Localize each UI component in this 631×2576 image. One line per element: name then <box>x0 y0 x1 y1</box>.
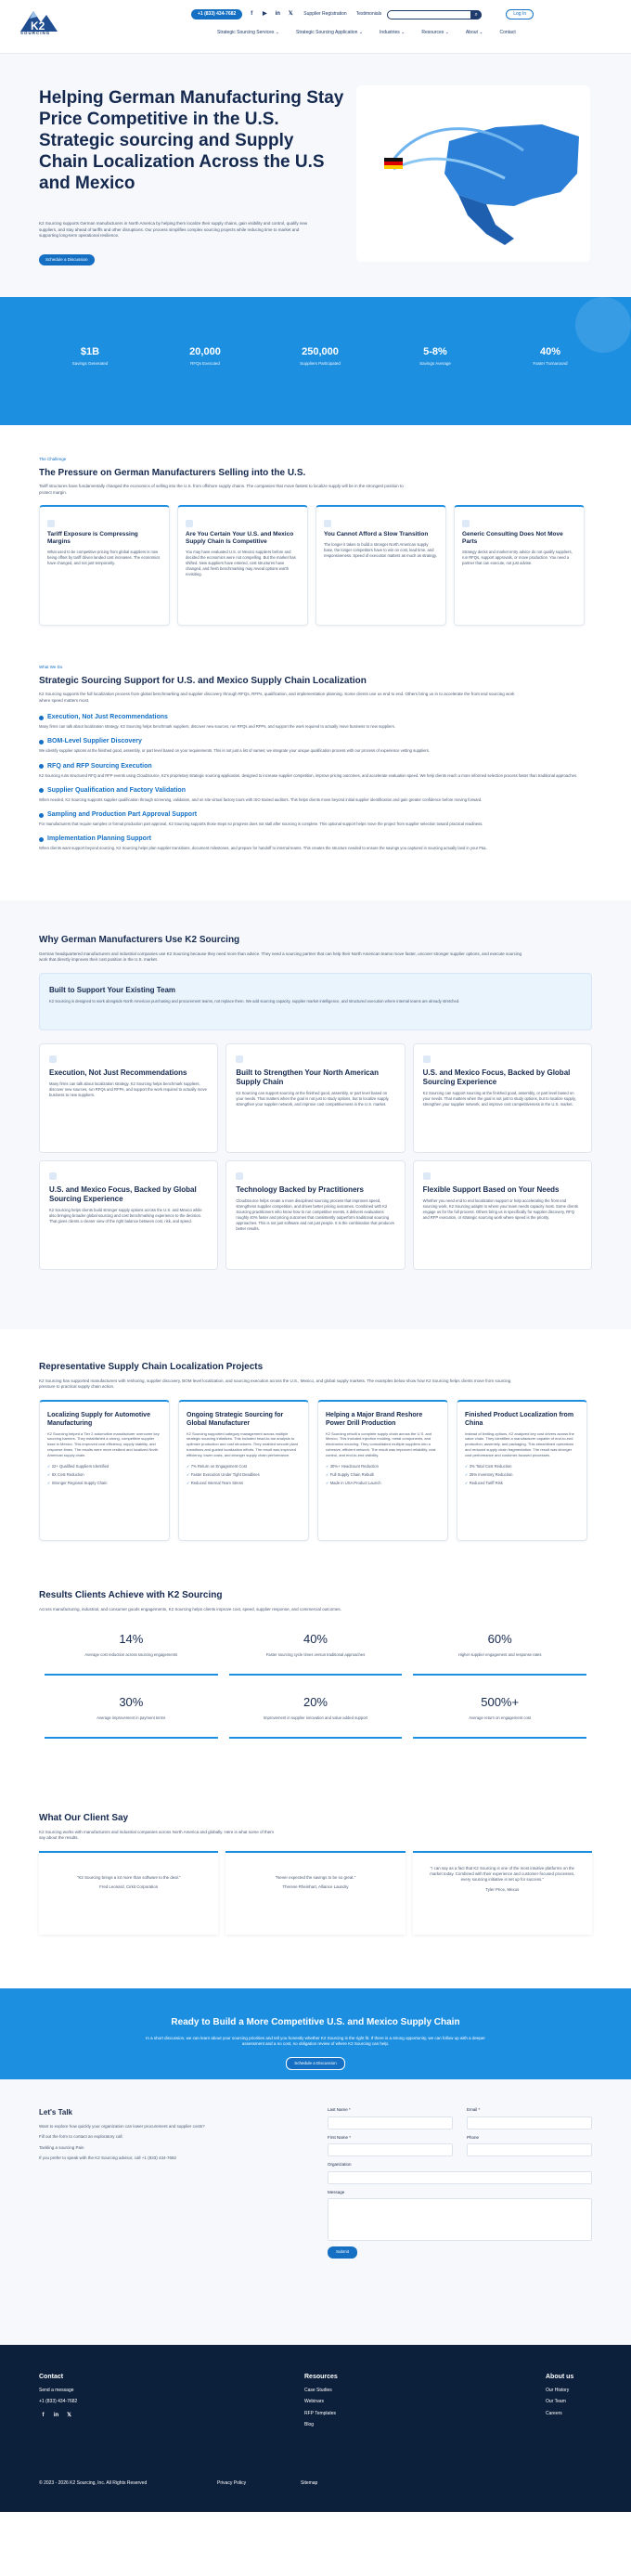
nav-industries[interactable]: Industries ⌄ <box>380 30 405 36</box>
challenge-card <box>316 505 446 626</box>
form-group <box>467 2107 592 2129</box>
youtube-icon[interactable]: ▶ <box>262 11 267 18</box>
section-description: K2 Sourcing has supported manufacturers with reshoring, supplier discovery, BOM level localization, and sourcing execution across the U.S., Mexico, and global supply markets. The examples below show how K2 Sourcing helps clients move from sourcing pressure to practical supply chain action. <box>39 1378 511 1390</box>
last-name-field[interactable] <box>328 2116 453 2129</box>
card-title: Are You Certain Your U.S. and Mexico Supply Chain Is Competitive <box>186 531 294 546</box>
metric-label: Improvement in supplier innovation and value added support <box>263 1715 368 1720</box>
stats-row <box>32 345 608 367</box>
message-field[interactable] <box>328 2198 592 2241</box>
metric-label: Faster sourcing cycle times versus traditional approaches <box>265 1651 366 1657</box>
chip-icon <box>236 1172 243 1180</box>
metric-value: 14% <box>119 1632 144 1647</box>
card-title: U.S. and Mexico Focus, Backed by Global Sourcing Experience <box>422 1068 571 1086</box>
testimonial-quote: "I can say as a fact that K2 Sourcing is one of the most intuitive platforms on the market today. Combined with their experience and customer-focused processes, every sourcing initiative is set up for success." <box>430 1865 575 1883</box>
section-title: Representative Supply Chain Localization Projects <box>39 1362 264 1372</box>
card-title: Ongoing Strategic Sourcing for Global Manufacturer <box>187 1411 284 1427</box>
result-bullet: ✓ Full Supply Chain Rebuilt <box>326 1472 440 1478</box>
result-bullet: ✓ Faster Execution Under Tight Deadlines <box>187 1472 301 1478</box>
footer-link[interactable]: RFP Templates <box>304 2410 336 2416</box>
stat-item <box>378 345 493 367</box>
section-eyebrow: The Challenge <box>39 457 67 461</box>
form-group <box>328 2135 453 2157</box>
testimonial-quote: "K2 Sourcing brings a lot more than software to the deal." <box>76 1874 181 1880</box>
metric-label: Average cost reduction across sourcing engagements <box>84 1651 178 1657</box>
challenge-card <box>177 505 308 626</box>
contact-line: If you prefer to speak with the K2 Sourcing advisor, call +1 (833) 434-7682 <box>39 2155 176 2161</box>
logo-text: SOURCING <box>20 31 51 35</box>
first-name-field[interactable] <box>328 2143 453 2156</box>
footer-link[interactable]: Webinars <box>304 2399 325 2405</box>
metric-value: 60% <box>487 1632 512 1647</box>
card-text: You may have evaluated U.S. or Mexico suppliers before and decided the economics were not compelling. But the market has shifted. New suppliers have entered, cost structures have changed, and fresh benchmarking may reveal options worth revisiting. <box>186 550 296 577</box>
result-bullet: ✓ Stronger Regional Supply Chain <box>47 1481 161 1486</box>
project-cards <box>39 1400 592 1541</box>
why-card <box>225 1043 405 1153</box>
testimonials-section <box>0 1793 631 1988</box>
phone-button[interactable]: +1 (833) 434-7682 <box>191 9 242 19</box>
site-footer <box>0 2345 631 2512</box>
stat-value: 250,000 <box>302 346 339 357</box>
card-text: Whether you need end to end localization support or help accelerating the front end sourcing work, K2 Sourcing adapts to where your team needs capacity most. Some clients engage us for the full process. Others bring us in specifically for supplier discovery, RFQ and RFP execution, or strategic sourcing work where speed is the priority. <box>422 1197 579 1220</box>
nav-contact[interactable]: Contact <box>499 30 516 35</box>
stat-label: Faster Turnaround <box>533 360 568 366</box>
card-title: Technology Backed by Practitioners <box>236 1184 364 1194</box>
email-field[interactable] <box>467 2116 592 2129</box>
service-title: Execution, Not Just Recommendations <box>39 713 592 722</box>
why-card <box>413 1043 592 1153</box>
card-title: Flexible Support Based on Your Needs <box>422 1184 560 1194</box>
result-metric <box>229 1685 403 1739</box>
built-to-support-box <box>39 973 592 1030</box>
box-title: Built to Support Your Existing Team <box>49 985 176 994</box>
us-mexico-map-illustration <box>356 85 590 262</box>
card-text: K2 Sourcing helped a Tier 2 automotive manufacturer overcome key sourcing barriers. They established a strong, competitive supplier base in Mexico. This improved cost efficiency, supply stability, and response times. The results were more resilient and localized North American supply chain. <box>47 1430 160 1457</box>
card-text: Many firms can talk about localization strategy. K2 Sourcing helps benchmark suppliers, discover new sources, run RFQs and RFPs, and support the work required to actually move business to new suppliers. <box>49 1081 207 1097</box>
footer-heading: About us <box>546 2374 574 2380</box>
section-title: Strategic Sourcing Support for U.S. and Mexico Supply Chain Localization <box>39 675 367 686</box>
field-label: Last Name * <box>328 2107 351 2112</box>
stat-item <box>32 345 148 367</box>
card-title: Helping a Major Brand Reshore Power Drill Production <box>326 1411 423 1427</box>
phone-field[interactable] <box>467 2143 592 2156</box>
x-icon[interactable]: 𝕏 <box>67 2412 71 2418</box>
footer-resources <box>304 2373 338 2433</box>
grid-icon <box>423 1172 431 1180</box>
target-icon <box>49 1055 57 1063</box>
results-section <box>0 1561 631 1793</box>
clock-icon <box>324 520 331 527</box>
result-bullet: ✓ Made in USA Product Launch <box>326 1481 440 1486</box>
stat-value: 20,000 <box>189 346 221 357</box>
card-title: Finished Product Localization from China <box>465 1411 574 1427</box>
contact-title: Let's Talk <box>39 2108 72 2116</box>
result-bullet: ✓ 30%+ Headcount Reduction <box>326 1464 440 1469</box>
testimonial-quote: "Never expected the savings to be so great." <box>275 1874 356 1880</box>
testimonial-card <box>413 1851 592 1935</box>
card-title: Generic Consulting Does Not Move Parts <box>462 531 563 546</box>
site-header <box>0 0 631 54</box>
question-icon <box>186 520 193 527</box>
service-title: RFQ and RFP Sourcing Execution <box>39 762 592 771</box>
testimonials-link[interactable]: Testimonials <box>355 10 382 17</box>
stat-label: Savings Generated <box>71 360 109 366</box>
footer-link[interactable]: Careers <box>546 2410 562 2416</box>
why-card <box>225 1160 405 1270</box>
search-icon[interactable]: ⌕ <box>470 10 482 19</box>
card-text: K2 Sourcing rebuilt a complete supply chain across the U.S. and Mexico. This included injection molding, metal components, and electronics sourcing. They consolidated multiple suppliers into a cohesive, efficient network. The result was improved reliability, cost control, and end-to-end visibility. <box>326 1430 436 1457</box>
card-text: The longer it takes to build a stronger North American supply base, the longer competitors have to win on cost, lead time, and responsiveness. Speed of execution matters as much as strategy. <box>324 542 437 559</box>
stat-value: 5-8% <box>423 346 447 357</box>
card-title: Tariff Exposure is Compressing Margins <box>47 531 138 546</box>
why-card <box>39 1160 218 1270</box>
testimonial-cards <box>39 1851 592 1935</box>
card-title: Execution, Not Just Recommendations <box>49 1068 187 1077</box>
privacy-link[interactable]: Privacy Policy <box>217 2480 247 2486</box>
testimonial-card <box>39 1851 218 1935</box>
result-metric <box>45 1685 218 1739</box>
card-title: Built to Strengthen Your North American Supply Chain <box>236 1068 379 1086</box>
footer-link[interactable]: Our Team <box>546 2399 566 2405</box>
result-bullet: ✓ 22+ Qualified Suppliers Identified <box>47 1464 161 1469</box>
section-eyebrow: What We Do <box>39 665 63 669</box>
result-metric <box>229 1622 403 1676</box>
result-bullet: ✓ Reduced Internal Team Stress <box>187 1481 301 1486</box>
service-item <box>39 810 592 827</box>
what-we-do-section <box>0 620 631 900</box>
form-group <box>328 2162 592 2184</box>
metric-value: 30% <box>119 1695 144 1710</box>
organization-field[interactable] <box>328 2171 592 2184</box>
section-title: Why German Manufacturers Use K2 Sourcing <box>39 935 240 945</box>
hero-cta-button[interactable]: Schedule a Discussion <box>39 254 95 265</box>
section-description: Across manufacturing, industrial, and consumer goods engagements, K2 Sourcing helps clients improve cost, speed, supplier response, and commercial outcomes. <box>39 1606 341 1612</box>
field-label: Phone <box>467 2134 480 2140</box>
nav-resources[interactable]: Resources ⌄ <box>421 30 449 36</box>
section-description: Tariff structures have fundamentally changed the economics of selling into the U.S. from offshore supply chains. The companies that move fastest to localize supply will be in the strongest position to protect margin. <box>39 484 404 495</box>
service-text: When needed, K2 Sourcing supports supplier qualification through screening, validation, and on site virtual factory tours with ISO trained auditors. This helps clients move beyond initial supplier identification and gain greater confidence before moving forward. <box>39 796 483 802</box>
stat-label: Suppliers Participated <box>300 360 341 366</box>
service-item <box>39 762 592 779</box>
testimonial-author: Fred Leonard, Cirkit Corporation <box>99 1883 159 1889</box>
footer-link[interactable]: Our History <box>546 2388 570 2394</box>
section-title: The Pressure on German Manufacturers Selling into the U.S. <box>39 467 306 478</box>
copyright: © 2023 - 2026 K2 Sourcing, Inc. All Rights Reserved <box>39 2480 148 2486</box>
result-bullet: ✓ 3% Total Cost Reduction <box>465 1464 579 1469</box>
contact-line: Tackling a sourcing Pain <box>39 2144 84 2150</box>
why-card <box>39 1043 218 1153</box>
footer-heading: Resources <box>304 2374 338 2380</box>
challenge-card <box>39 505 170 626</box>
stat-item <box>493 345 608 367</box>
metric-label: Average improvement in payment terms <box>97 1715 166 1720</box>
facebook-icon[interactable]: f <box>42 2412 45 2418</box>
metric-value: 500%+ <box>481 1695 520 1710</box>
why-cards <box>39 1043 592 1270</box>
footer-phone-link[interactable]: +1 (833) 434-7682 <box>39 2399 78 2405</box>
stat-label: Savings Average <box>419 360 451 366</box>
linkedin-icon[interactable]: in <box>53 2412 59 2418</box>
svg-text:K2: K2 <box>31 19 45 32</box>
footer-send-message-link[interactable]: Send a message <box>39 2388 74 2394</box>
chart-down-icon <box>47 520 55 527</box>
result-metric <box>45 1622 218 1676</box>
section-description: K2 Sourcing supports the full localization process from global benchmarking and supplier discovery through RFQs, RFPs, qualification, and implementation planning. Some clients use us end to end. Others bring us in to accelerate the front end sourcing work where speed matters most. <box>39 692 515 703</box>
stat-value: 40% <box>539 346 561 357</box>
result-bullet: ✓ 7% Return on Engagement Cost <box>187 1464 301 1469</box>
shield-icon <box>236 1055 243 1063</box>
challenge-section <box>0 425 631 620</box>
metric-value: 40% <box>303 1632 328 1647</box>
search-input[interactable] <box>387 10 482 19</box>
card-text: What used to be competitive pricing from global suppliers is now being offset by tariff driven landed cost increases. The economics have changed, and not just temporarily. <box>47 550 161 566</box>
supplier-registration-link[interactable]: Supplier Registration <box>303 10 347 17</box>
hero-description: K2 Sourcing supports German manufacturers in North America by helping them localize their supply chains, gain visibility and control, qualify new suppliers, and stay ahead of tariffs and other disruptions. Our process simplifies complex sourcing projects while reducing time to market and supporting long-term operational resilience. <box>39 221 308 239</box>
form-row <box>328 2107 592 2135</box>
metric-value: 20% <box>303 1695 328 1710</box>
map-icon <box>49 1172 57 1180</box>
card-text: Strategy decks and market entry advice do not qualify suppliers, run RFQs, support approvals, or move production. You need a partner that can execute, not just advise. <box>462 550 573 566</box>
card-text: CloudSource helps create a more disciplined sourcing process that improves speed, strengthens supplier competition, and drives better pricing outcomes. Combined with K2 Sourcing practitioners who know how to run competitive events, it delivers evaluations roughly 40% faster and pricing outcomes that consistently outperform traditional sourcing approaches. This is not just software and not just people. It is the combination that produces better results. <box>236 1197 394 1231</box>
document-icon <box>462 520 470 527</box>
card-title: You Cannot Afford a Slow Transition <box>324 531 429 538</box>
service-item <box>39 737 592 754</box>
section-title: Results Clients Achieve with K2 Sourcing <box>39 1590 223 1600</box>
cta-description: In a short discussion, we can learn about your sourcing priorities and tell you honestly whether K2 Sourcing is the right fit. If there is a strong opportunity, we can follow up with a deeper assessment and a no cost, no obligation review of where K2 Sourcing can help. <box>146 2035 485 2047</box>
stats-band <box>0 297 631 425</box>
service-text: Many firms can talk about localization strategy. K2 Sourcing helps benchmark suppliers, discover new sources, run RFQs and RFPs, and support the work required to actually move business to new suppliers. <box>39 724 395 730</box>
footer-contact-heading: Contact <box>39 2374 64 2380</box>
project-card <box>178 1400 309 1541</box>
field-label: Message <box>328 2189 345 2194</box>
facebook-icon[interactable]: f <box>251 11 253 18</box>
field-label: Email * <box>467 2107 481 2112</box>
card-text: K2 Sourcing can support sourcing at the finished good, assembly, or part level based on your needs. That matters when the goal is not just to study options, but to localize supply, strengthen your supplier network, and improve cost competitiveness in the U.S. market. <box>236 1090 390 1107</box>
form-group <box>328 2107 453 2129</box>
testimonial-author: Tyler Price, Mexus <box>485 1886 520 1892</box>
service-text: When clients want support beyond sourcing, K2 Sourcing helps plan supplier transitions, document milestones, and prepare for handoff to internal teams. This creates the structure needed to ensure the savings you captured in sourcing actually land in your P&L. <box>39 846 488 851</box>
sitemap-link[interactable]: Sitemap <box>301 2480 318 2486</box>
x-icon[interactable]: 𝕏 <box>288 11 293 18</box>
cta-title: Ready to Build a More Competitive U.S. and Mexico Supply Chain <box>171 2017 460 2027</box>
service-title: Implementation Planning Support <box>39 835 592 844</box>
service-text: K2 Sourcing runs structured RFQ and RFP events using CloudSource, K2's proprietary strategic sourcing application, designed to increase supplier competition, improve pricing outcomes, and accelerate evaluation speed. We help clients reach a more informed selection process faster than traditional approaches. <box>39 772 578 778</box>
cta-band <box>0 1988 631 2079</box>
form-row <box>328 2135 592 2163</box>
result-metric <box>413 1685 586 1739</box>
submit-button[interactable]: Submit <box>328 2246 357 2259</box>
contact-line: Fill out the form to contact an exploratory call. <box>39 2134 123 2140</box>
testimonial-author: Therese Rheinhart, Alliance Laundry <box>282 1883 349 1889</box>
footer-about <box>546 2373 573 2422</box>
nav-about[interactable]: About ⌄ <box>466 30 483 36</box>
metric-label: Higher supplier engagement and response rates <box>457 1651 542 1657</box>
field-label: Organization <box>328 2162 352 2168</box>
box-text: K2 Sourcing is designed to work alongside North American purchasing and procurement teams, not replace them. We add sourcing capacity, supplier market intelligence, and structured execution where internal teams are already stretched. <box>49 999 460 1004</box>
service-title: Sampling and Production Part Approval Support <box>39 810 592 820</box>
stat-item <box>148 345 263 367</box>
nav-strategic-sourcing-application[interactable]: Strategic Sourcing Application ⌄ <box>296 30 363 36</box>
result-bullet: ✓ 6X Cost Reduction <box>47 1472 161 1478</box>
card-text: Instead of limiting options, K2 analyzed key cost drivers across the value chain. They identified a manufacturer capable of end-to-end production, assembly, and packaging. This streamlined operations and reduced supply chain fragmentation. The result was stronger cost performance and customer-focused processes. <box>465 1430 574 1457</box>
stat-value: $1B <box>80 346 100 357</box>
project-card <box>457 1400 587 1541</box>
service-title: Supplier Qualification and Factory Validation <box>39 786 592 796</box>
section-title: What Our Client Say <box>39 1813 129 1823</box>
field-label: First Name * <box>328 2134 352 2140</box>
globe-icon <box>423 1055 431 1063</box>
testimonial-card <box>225 1851 405 1935</box>
stat-item <box>263 345 378 367</box>
metric-label: Average return on engagement cost <box>469 1715 532 1720</box>
footer-bottom <box>39 2480 317 2487</box>
project-card <box>317 1400 448 1541</box>
hero-section <box>0 54 631 297</box>
card-text: K2 Sourcing supported category management across multiple strategic sourcing initiatives. This included head-to-toe analysis to optimize production and cost structures. They enabled smooth plant transitions and guided localization efforts. The result was improved efficiency, lower costs, and stronger supply chain performance. <box>187 1430 298 1457</box>
challenge-cards <box>39 505 631 626</box>
hero-title: Helping German Manufacturing Stay Price Competitive in the U.S. Strategic sourcing and Supply Chain Localization Across the U.S and Mexico <box>39 88 344 193</box>
challenge-card <box>454 505 585 626</box>
contact-line: Want to explore how quickly your organization can lower procurement and supplier costs? <box>39 2123 205 2129</box>
main-nav <box>217 30 516 36</box>
service-item <box>39 786 592 803</box>
contact-form <box>328 2107 592 2259</box>
why-section <box>0 900 631 1329</box>
card-title: Localizing Supply for Automotive Manufacturing <box>47 1411 150 1427</box>
stat-label: RFQs Executed <box>190 360 220 366</box>
login-button[interactable]: Log In <box>506 9 534 19</box>
cta-schedule-button[interactable]: Schedule a Discussion <box>286 2057 345 2071</box>
top-bar <box>191 9 534 19</box>
result-bullet: ✓ Reduced Tariff Risk <box>465 1481 579 1486</box>
section-description: K2 Sourcing works with manufacturers and industrial companies across North America and globally. Here is what some of them say about the results. <box>39 1829 275 1841</box>
form-group <box>328 2190 592 2242</box>
nav-strategic-sourcing-services[interactable]: Strategic Sourcing Services ⌄ <box>217 30 279 36</box>
service-text: For manufacturers that require samples or formal production part approval, K2 Sourcing supports those steps so progress does not stall after sourcing is complete. This optional support helps move the project from supplier selection toward practical readiness. <box>39 822 483 827</box>
result-metric <box>413 1622 586 1676</box>
section-description: German headquartered manufacturers and industrial companies use K2 Sourcing because they need more than advice. They need a sourcing partner that can help their North American teams move faster, uncover stronger supplier options, and execute sourcing work that directly improves their cost position in the U.S. market. <box>39 951 522 963</box>
result-bullet: ✓ 25% Inventory Reduction <box>465 1472 579 1478</box>
contact-section <box>0 2079 631 2345</box>
service-item <box>39 713 592 730</box>
service-item <box>39 835 592 851</box>
project-card <box>39 1400 170 1541</box>
footer-link[interactable]: Case Studies <box>304 2388 332 2394</box>
card-title: U.S. and Mexico Focus, Backed by Global Sourcing Experience <box>49 1184 197 1203</box>
decorative-circle <box>575 297 631 353</box>
form-group <box>467 2135 592 2157</box>
service-title: BOM-Level Supplier Discovery <box>39 737 592 746</box>
why-card <box>413 1160 592 1270</box>
footer-link[interactable]: Blog <box>304 2421 315 2427</box>
card-text: K2 Sourcing can support sourcing at the finished good, assembly, or part level based on your needs. That matters when the goal is not just to study options, but to localize supply, strengthen your supplier network, and improve cost competitiveness in the U.S. market. <box>422 1090 576 1107</box>
results-grid <box>39 1622 592 1748</box>
linkedin-icon[interactable]: in <box>275 11 280 18</box>
card-text: K2 Sourcing helps clients build stronger supply options across the U.S. and Mexico while also bringing broader global sourcing and cost benchmarking experience to the decision. That gives clients a clearer view of the right balance between cost, risk, and speed. <box>49 1207 202 1223</box>
projects-section <box>0 1329 631 1561</box>
service-text: We identify supplier options at the finished good, assembly, or part level based on your requirements. This is not just a list of names; we integrate your unique qualification process with our process of experience vetting suppliers. <box>39 748 431 754</box>
